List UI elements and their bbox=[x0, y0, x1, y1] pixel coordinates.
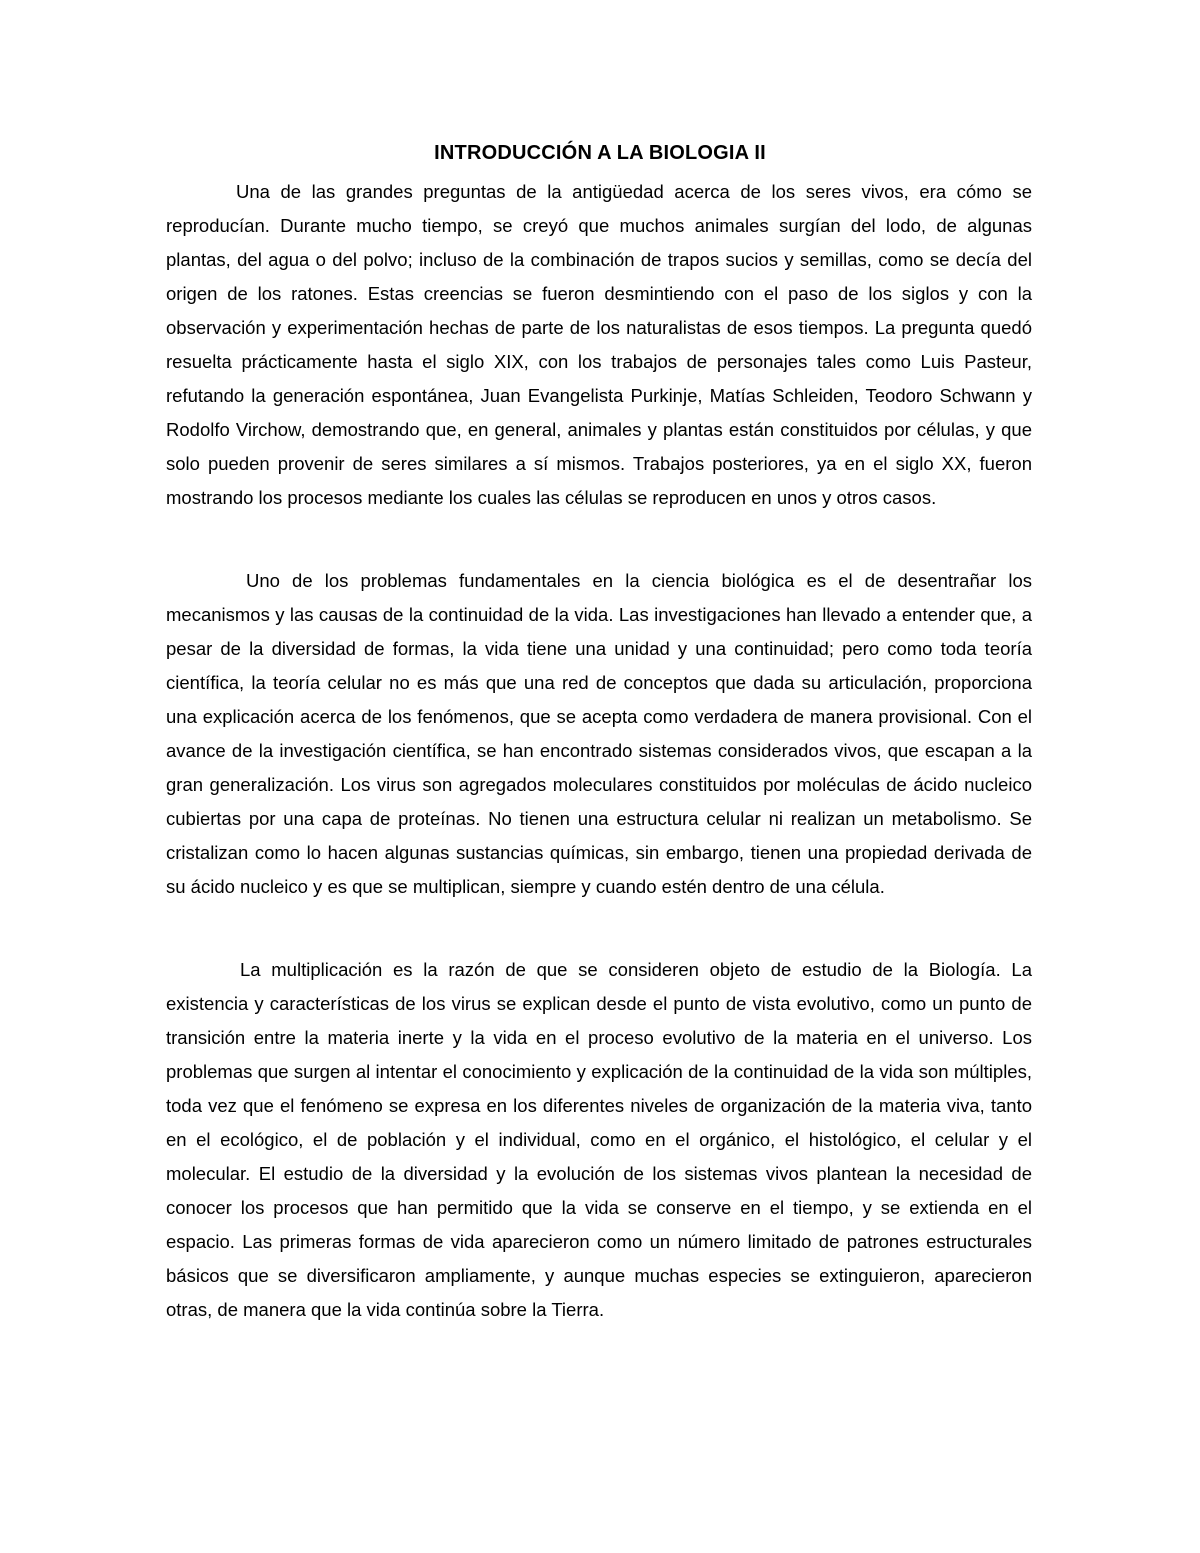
paragraph-2: Uno de los problemas fundamentales en la ciencia biológica es el de desentrañar los mecanismos y las causas de la continuidad de la vida. Las investigaciones han llevado a entender que, a pesar de la diversidad de formas, la vida tiene una unidad y una continuidad; pero como toda teoría científica, la teoría celular no es más que una red de conceptos que dada su articulación, proporciona una explicación acerca de los fenómenos, que se acepta como verdadera de manera provisional. Con el avance de la investigación científica, se han encontrado sistemas considerados vivos, que escapan a la gran generalización. Los virus son agregados moleculares constituidos por moléculas de ácido nucleico cubiertas por una capa de proteínas. No tienen una estructura celular ni realizan un metabolismo. Se cristalizan como lo hacen algunas sustancias químicas, sin embargo, tienen una propiedad derivada de su ácido nucleico y es que se multiplican, siempre y cuando estén dentro de una célula. bbox=[166, 570, 1032, 897]
paragraph-3: La multiplicación es la razón de que se consideren objeto de estudio de la Biología. La existencia y características de los virus se explican desde el punto de vista evolutivo, como un punto de transición entre la materia inerte y la vida en el proceso evolutivo de la materia en el universo. Los problemas que surgen al intentar el conocimiento y explicación de la continuidad de la vida son múltiples, toda vez que el fenómeno se expresa en los diferentes niveles de organización de la materia viva, tanto en el ecológico, el de población y el individual, como en el orgánico, el histológico, el celular y el molecular. El estudio de la diversidad y la evolución de los sistemas vivos plantean la necesidad de conocer los procesos que han permitido que la vida se conserve en el tiempo, y se extienda en el espacio. Las primeras formas de vida aparecieron como un número limitado de patrones estructurales básicos que se diversificaron ampliamente, y aunque muchas especies se extinguieron, aparecieron otras, de manera que la vida continúa sobre la Tierra. bbox=[166, 959, 1032, 1320]
paragraph-1: Una de las grandes preguntas de la antigüedad acerca de los seres vivos, era cómo se reproducían. Durante mucho tiempo, se creyó que muchos animales surgían del lodo, de algunas plantas, del agua o del polvo; incluso de la combinación de trapos sucios y semillas, como se decía del origen de los ratones. Estas creencias se fueron desmintiendo con el paso de los siglos y con la observación y experimentación hechas de parte de los naturalistas de esos tiempos. La pregunta quedó resuelta prácticamente hasta el siglo XIX, con los trabajos de personajes tales como Luis Pasteur, refutando la generación espontánea, Juan Evangelista Purkinje, Matías Schleiden, Teodoro Schwann y Rodolfo Virchow, demostrando que, en general, animales y plantas están constituidos por células, y que solo pueden provenir de seres similares a sí mismos. Trabajos posteriores, ya en el siglo XX, fueron mostrando los procesos mediante los cuales las células se reproducen en unos y otros casos. bbox=[166, 181, 1032, 508]
document-title: INTRODUCCIÓN A LA BIOLOGIA II bbox=[434, 142, 766, 164]
